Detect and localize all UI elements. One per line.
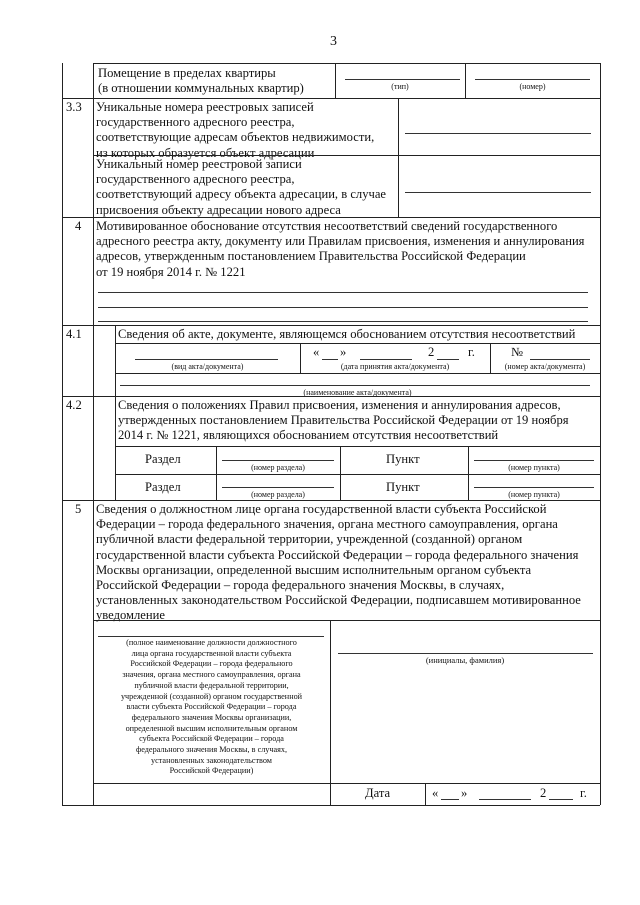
r5-line: государственной власти субъекта Российской Федерации – города федерального значения	[96, 547, 579, 562]
r4-line: от 19 ноября 2014 г. № 1221	[96, 264, 246, 279]
act-name-field[interactable]	[120, 385, 590, 386]
act-date-caption: (дата принятия акта/документа)	[340, 362, 450, 371]
room-type-field[interactable]	[345, 79, 460, 80]
quote-close: »	[340, 345, 347, 359]
position-caption-line: федерального значения Москвы организации,	[131, 712, 292, 722]
r5-line: Сведения о должностном лице органа государственной власти субъекта Российской	[96, 502, 547, 516]
act-name-caption: (наименование акта/документа)	[303, 388, 412, 397]
room-number-caption: (номер)	[519, 82, 546, 91]
row-line	[62, 325, 600, 326]
r33-line: Уникальные номера реестровых записей	[96, 100, 314, 114]
position-caption-line: власти субъекта Российской Федерации – города	[126, 702, 297, 712]
row-number-4-2: 4.2	[66, 398, 82, 412]
r4-line: адресного реестра акту, документу или Правилам присвоения, изменения и аннулирования	[96, 234, 585, 249]
position-caption-line: субъекта Российской Федерации – города	[139, 734, 284, 744]
row-line	[115, 474, 600, 475]
r33-line: из которых образуется объект адресации	[96, 145, 315, 160]
section-label: Раздел	[145, 452, 181, 466]
justification-field-line[interactable]	[98, 292, 588, 293]
r5-line: Федерации – города федерального значения, органа местного самоуправления, органа	[96, 517, 558, 532]
row-line	[115, 343, 600, 344]
quote-close: »	[461, 786, 468, 800]
row-line	[93, 620, 600, 621]
r33b-line: присвоения объекту адресации нового адреса	[96, 202, 341, 217]
new-record-number-field[interactable]	[405, 192, 591, 193]
year-suffix: г.	[468, 345, 475, 359]
row-number-4: 4	[75, 219, 82, 233]
act-year-field[interactable]	[437, 359, 459, 360]
table-border-right	[600, 63, 601, 805]
r4-line: адресов, утвержденным постановлением Правительства Российской Федерации	[96, 249, 526, 264]
quote-open: «	[432, 786, 439, 800]
col-line	[425, 783, 426, 805]
act-kind-field[interactable]	[135, 359, 278, 360]
room-text-2: (в отношении коммунальных квартир)	[98, 81, 304, 95]
point-caption: (номер пункта)	[508, 490, 560, 499]
point-label: Пункт	[386, 452, 420, 466]
r33-line: соответствующие адресам объектов недвижимости,	[96, 130, 375, 145]
point-label: Пункт	[386, 480, 420, 494]
point-caption: (номер пункта)	[508, 463, 560, 472]
justification-field-line[interactable]	[98, 307, 588, 308]
r5-line: Российской Федерации – города федерального значения Москвы, в случаях,	[96, 578, 505, 593]
col-line	[335, 63, 336, 98]
room-text-1: Помещение в пределах квартиры	[98, 66, 276, 80]
position-caption-line: федерального значения Москвы, в случаях,	[135, 745, 288, 755]
row-line	[93, 155, 600, 156]
position-caption-line: определенной высшим исполнительным органом	[125, 723, 298, 733]
act-day-field[interactable]	[322, 359, 338, 360]
r42-line: 2014 г. № 1221, являющихся обоснованием отсутствия несоответствий	[118, 428, 499, 443]
row-line	[62, 217, 600, 218]
r5-line: публичной власти федеральной территории, учрежденной (созданной) органом	[96, 532, 523, 547]
r5-line: установленных законодательством Российской Федерации, подписавшем мотивированное	[96, 593, 581, 608]
row-line	[93, 783, 600, 784]
act-month-field[interactable]	[360, 359, 412, 360]
table-border-left	[62, 63, 63, 805]
sign-month-field[interactable]	[479, 799, 531, 800]
room-type-caption: (тип)	[391, 82, 409, 91]
point-number-field[interactable]	[474, 460, 594, 461]
position-caption-line: Российской Федерации)	[169, 766, 254, 776]
r41-title: Сведения об акте, документе, являющемся обоснованием отсутствия несоответствий	[118, 327, 576, 341]
row-number-5: 5	[75, 502, 82, 516]
number-sign: №	[511, 345, 524, 359]
act-kind-caption: (вид акта/документа)	[171, 362, 244, 371]
sign-day-field[interactable]	[441, 799, 459, 800]
official-name-field[interactable]	[338, 653, 593, 654]
row-line	[93, 63, 600, 64]
r5-line: Москвы организации, определенной высшим исполнительным органом субъекта	[96, 562, 532, 577]
section-number-field[interactable]	[222, 460, 334, 461]
quote-open: «	[313, 345, 320, 359]
position-caption-line: установленных законодательством	[151, 755, 272, 765]
position-caption-line: публичной власти федеральной территории,	[134, 680, 289, 690]
row-line	[62, 98, 600, 99]
row-line	[62, 500, 600, 501]
table-border-bottom	[62, 805, 600, 806]
section-label: Раздел	[145, 480, 181, 494]
position-caption-line: Российской Федерации – города федерального	[130, 659, 293, 669]
year-suffix: г.	[580, 786, 587, 800]
act-number-field[interactable]	[530, 359, 590, 360]
position-caption-line: лица органа государственной власти субъекта	[131, 648, 292, 658]
section-number-field[interactable]	[222, 487, 334, 488]
official-position-field[interactable]	[98, 636, 324, 637]
official-name-caption: (инициалы, фамилия)	[425, 655, 505, 665]
row-line	[62, 396, 600, 397]
justification-field-line[interactable]	[98, 321, 588, 322]
r4-line: Мотивированное обоснование отсутствия несоответствий сведений государственного	[96, 219, 558, 233]
section-caption: (номер раздела)	[251, 490, 305, 499]
point-number-field[interactable]	[474, 487, 594, 488]
r5-line: уведомление	[96, 608, 165, 623]
r33-line: государственного адресного реестра,	[96, 115, 295, 130]
position-caption-line: значения, органа местного самоуправления, органа	[122, 670, 301, 680]
row-number-3-3: 3.3	[66, 100, 82, 114]
col-line	[330, 620, 331, 805]
year-prefix: 2	[428, 345, 435, 359]
source-record-numbers-field[interactable]	[405, 133, 591, 134]
sign-year-field[interactable]	[549, 799, 573, 800]
position-caption-line: учрежденной (созданной) органом государственной	[120, 691, 303, 701]
row-line	[115, 373, 600, 374]
r42-line: утвержденных постановлением Правительства Российской Федерации от 19 ноября	[118, 413, 569, 428]
act-number-caption: (номер акта/документа)	[504, 362, 586, 371]
col-line	[340, 446, 341, 500]
row-number-4-1: 4.1	[66, 327, 82, 341]
page-number: 3	[330, 34, 337, 49]
year-prefix: 2	[540, 786, 547, 800]
section-caption: (номер раздела)	[251, 463, 305, 472]
col-line	[465, 63, 466, 98]
r33b-line: Уникальный номер реестровой записи	[96, 157, 302, 171]
r33b-line: государственного адресного реестра,	[96, 172, 295, 187]
date-label: Дата	[365, 786, 391, 800]
r42-line: Сведения о положениях Правил присвоения, изменения и аннулирования адресов,	[118, 398, 561, 412]
row-line	[115, 446, 600, 447]
r33b-line: соответствующий адресу объекта адресации, в случае	[96, 187, 387, 202]
position-caption-line: (полное наименование должности должностного	[126, 638, 297, 647]
room-number-field[interactable]	[475, 79, 590, 80]
col-line	[398, 98, 399, 217]
